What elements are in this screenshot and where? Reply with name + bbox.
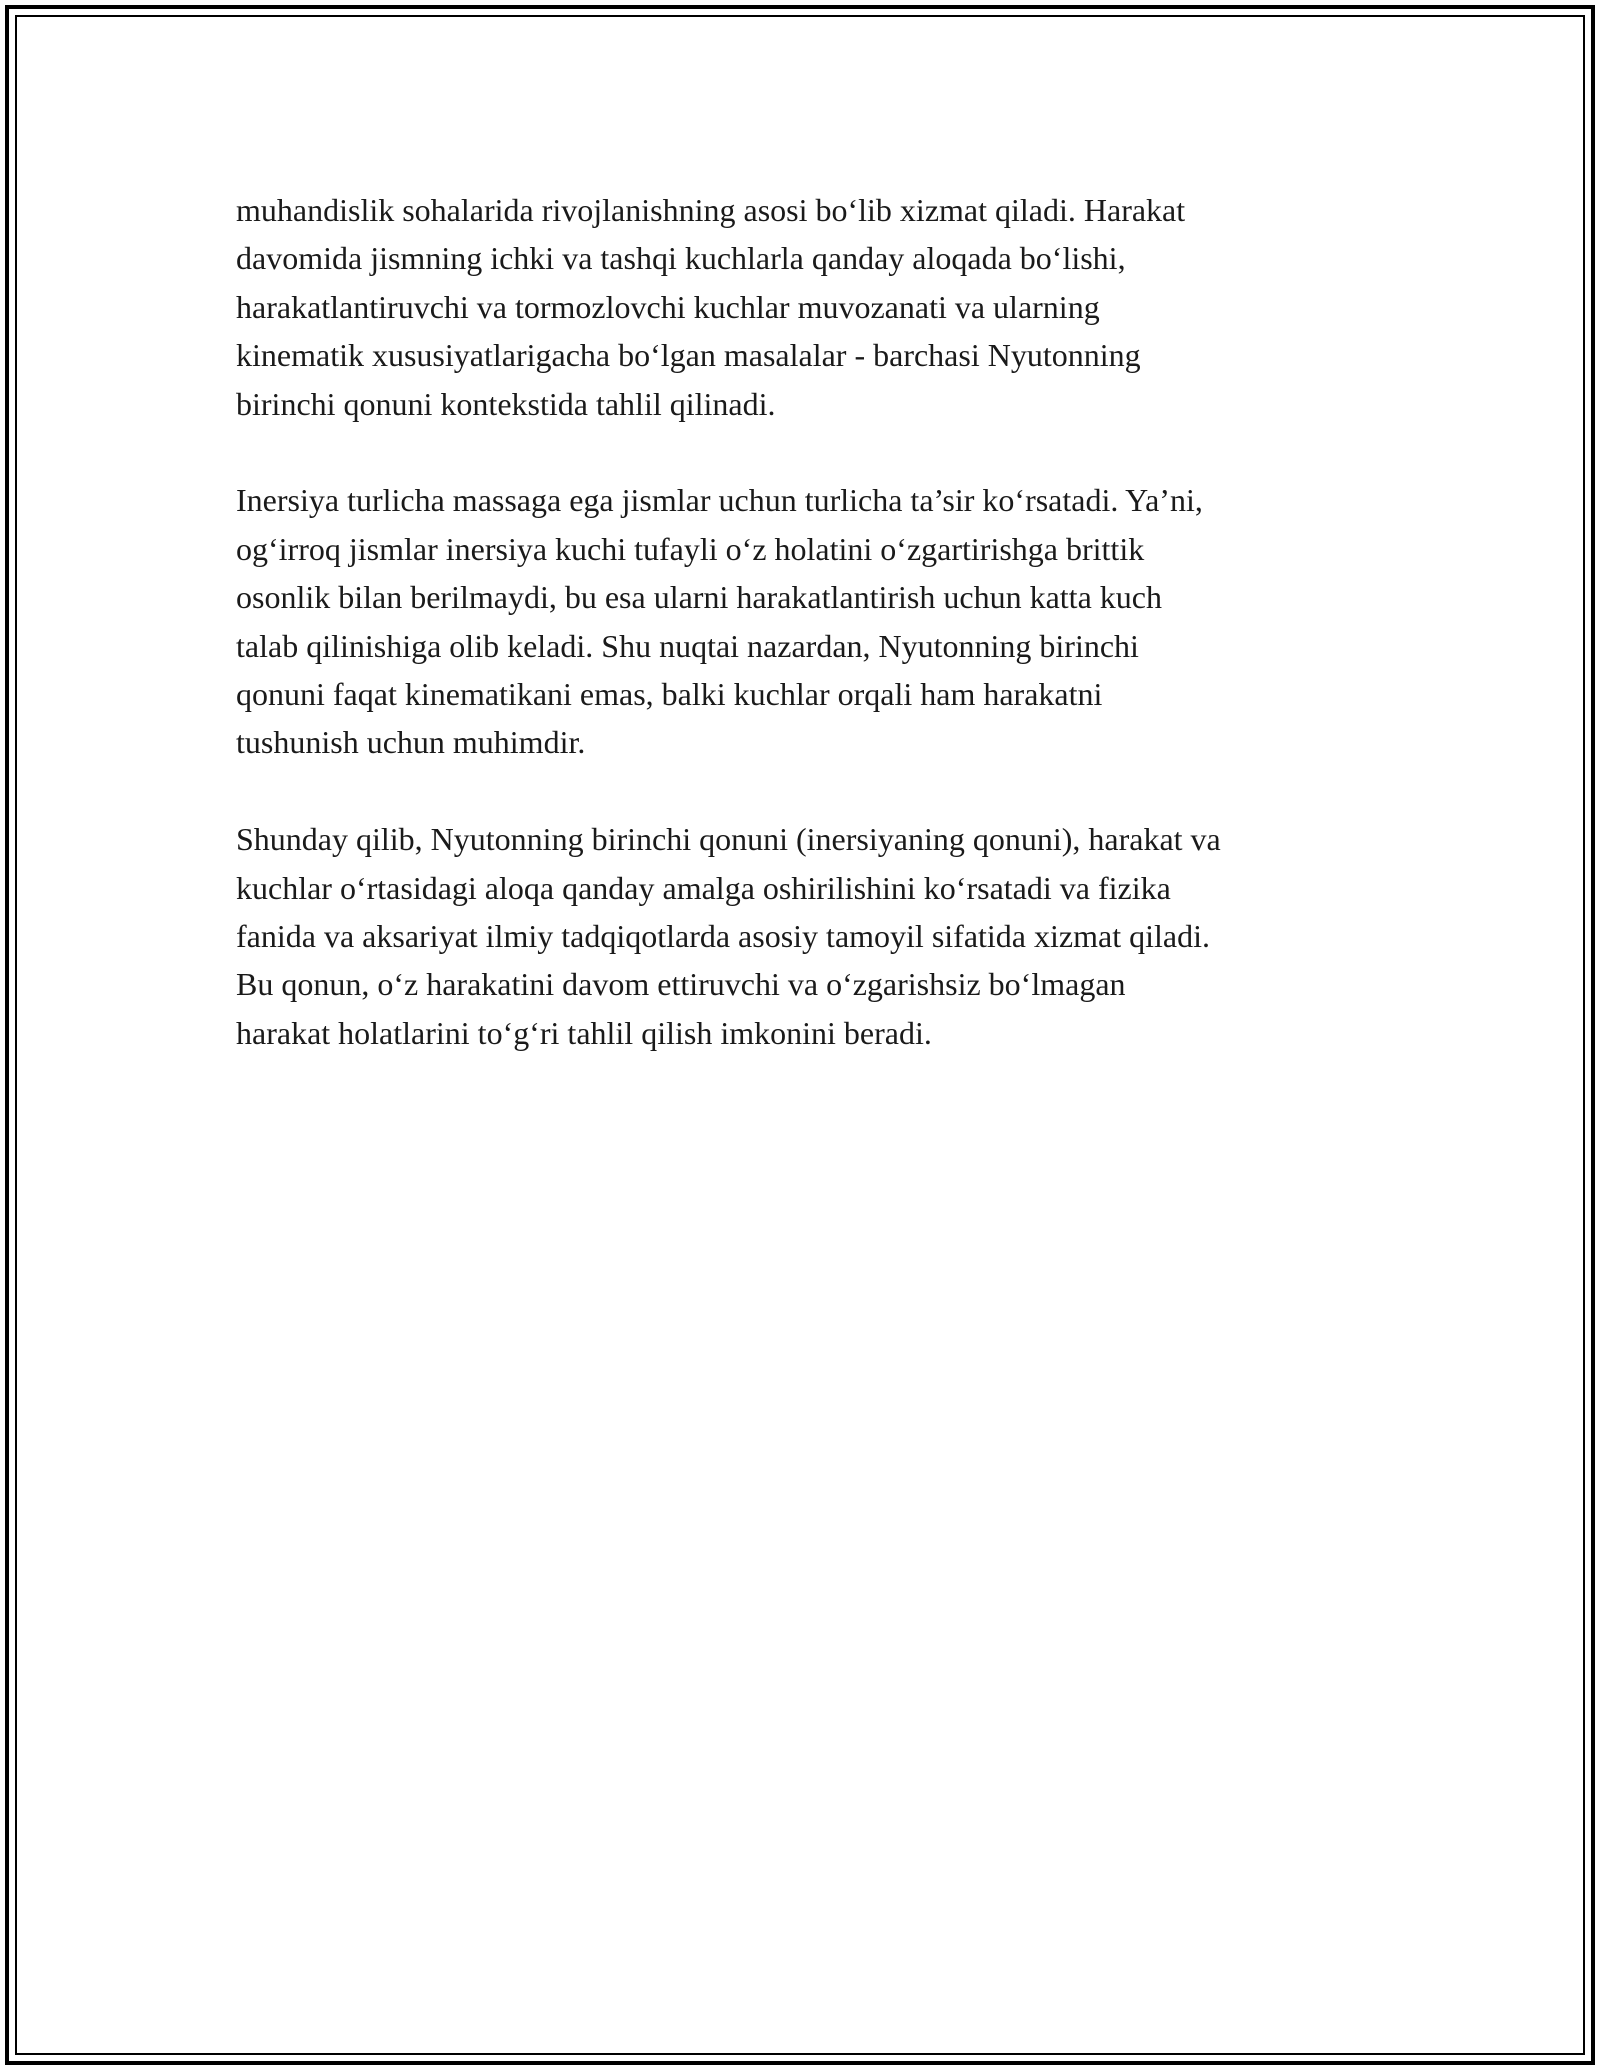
text-line: fanida va aksariyat ilmiy tadqiqotlarda asosiy tamoyil sifatida xizmat qiladi. <box>236 918 1210 955</box>
text-line: tushunish uchun muhimdir. <box>236 724 586 761</box>
text-line: davomida jismning ichki va tashqi kuchlarla qanday aloqada bo‘lishi, <box>236 240 1126 277</box>
text-line: og‘irroq jismlar inersiya kuchi tufayli o‘z holatini o‘zgartirishga brittik <box>236 530 1145 567</box>
text-line: qonuni faqat kinematikani emas, balki kuchlar orqali ham harakatni <box>236 676 1103 713</box>
document-body <box>236 186 1376 1106</box>
text-line: Shunday qilib, Nyutonning birinchi qonuni (inersiyaning qonuni), harakat va <box>236 821 1221 858</box>
text-line: harakat holatlarini to‘g‘ri tahlil qilish imkonini beradi. <box>236 1014 932 1051</box>
paragraph-1 <box>236 186 1376 428</box>
text-line: kuchlar o‘rtasidagi aloqa qanday amalga oshirilishini ko‘rsatadi va fizika <box>236 869 1171 906</box>
text-line: osonlik bilan berilmaydi, bu esa ularni harakatlantirish uchun katta kuch <box>236 579 1162 616</box>
text-line: Bu qonun, o‘z harakatini davom ettiruvchi va o‘zgarishsiz bo‘lmagan <box>236 966 1126 1003</box>
text-line: kinematik xususiyatlarigacha bo‘lgan masalalar - barchasi Nyutonning <box>236 337 1141 374</box>
text-line: birinchi qonuni kontekstida tahlil qilinadi. <box>236 385 776 422</box>
text-line: harakatlantiruvchi va tormozlovchi kuchlar muvozanati va ularning <box>236 288 1100 325</box>
paragraph-3 <box>236 815 1376 1057</box>
text-line: muhandislik sohalarida rivojlanishning asosi bo‘lib xizmat qiladi. Harakat <box>236 192 1186 228</box>
paragraph-2 <box>236 476 1376 766</box>
text-line: Inersiya turlicha massaga ega jismlar uchun turlicha ta’sir ko‘rsatadi. Ya’ni, <box>236 482 1203 519</box>
text-line: talab qilinishiga olib keladi. Shu nuqtai nazardan, Nyutonning birinchi <box>236 627 1139 664</box>
